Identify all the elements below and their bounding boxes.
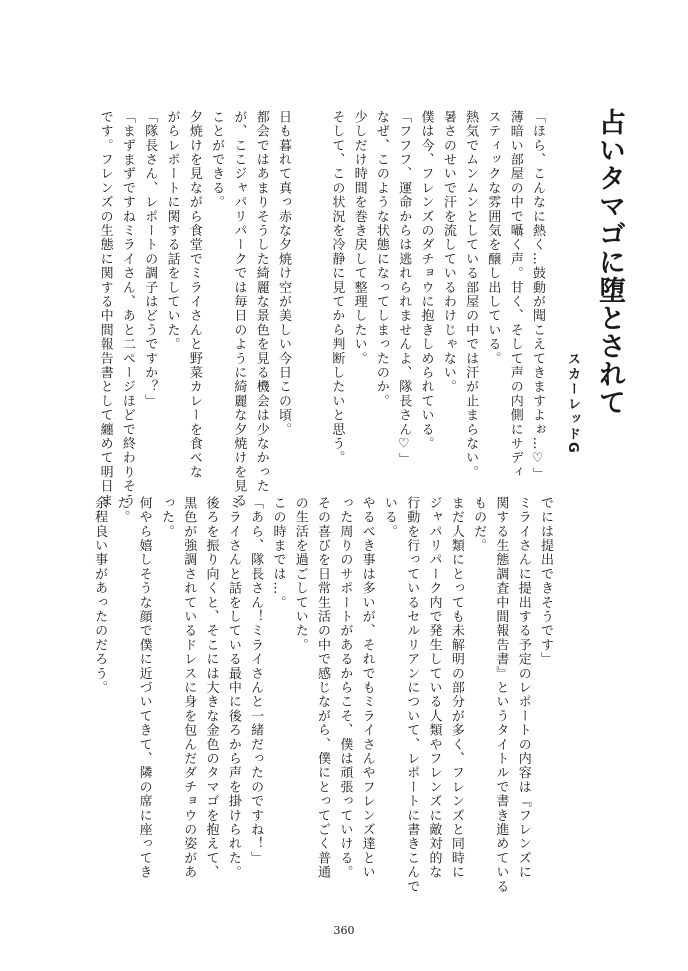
text-line: ジャパリパーク内で発生している人類やフレンズに敵対的な xyxy=(426,496,442,880)
text-line: スティックな雰囲気を醸し出している。 xyxy=(485,110,501,366)
text-line: 日も暮れて真っ赤な夕焼け空が美しい今日この頃。 xyxy=(276,110,291,437)
text-line: 僕は今、フレンズのダチョウに抱きしめられている。 xyxy=(418,110,434,451)
text-line: 少しだけ時間を巻き戻して整理したい。 xyxy=(351,110,367,366)
text-line: ミライさんと話をしている最中に後ろから声を掛けられた。 xyxy=(225,496,241,880)
text-line: った。 xyxy=(158,496,174,539)
text-line: が、ここジャパリパークでは毎日のように綺麗な夕焼けを見る xyxy=(231,110,247,508)
text-line: の生活を過ごしていた。 xyxy=(292,496,308,653)
page-number: 360 xyxy=(333,924,355,937)
text-line: 「ほら、こんなに熱く…鼓動が聞こえてきますよぉ…♡」 xyxy=(530,110,545,482)
text-line: 何やら嬉しそうな顔で僕に近づいてきて、隣の席に座ってき xyxy=(136,496,152,880)
text-line: 都会ではあまりそうした綺麗な景色を見る機会は少なかった xyxy=(253,110,269,494)
text-line: た。 xyxy=(114,496,130,525)
text-line: 黒色が強調されているドレスに身を包んだダチョウの姿があ xyxy=(181,496,197,880)
text-line: 関する生態調査中間報告書』というタイトルで書き進めている xyxy=(493,496,509,894)
text-line: です。フレンズの生態に関する中間報告書として纏めて明日ま xyxy=(97,110,113,508)
text-line: この時までは…。 xyxy=(270,496,286,610)
text-line: った周りのサポートがあるからこそ、僕は頑張っていける。 xyxy=(337,496,353,880)
text-line: 「フフフ、運命からは逃れられませんよ、隊長さん♡」 xyxy=(396,110,412,467)
text-line: 行動を行っているセルリアンについて、レポートに書きこんで xyxy=(404,496,420,894)
text-line: 薄暗い部屋の中で囁く声。甘く、そして声の内側にサディ xyxy=(507,110,523,480)
text-line: そして、この状況を冷静に見てから判断したいと思う。 xyxy=(329,110,345,465)
text-line: ミライさんに提出する予定のレポートの内容は『フレンズに xyxy=(515,496,531,880)
text-block-upper-right xyxy=(304,110,548,490)
text-line: 「まずまずですねミライさん、あと二ページほどで終わりそう xyxy=(119,110,135,508)
text-line: 暑さのせいで汗を流しているわけじゃない。 xyxy=(440,110,456,394)
text-line: いる。 xyxy=(381,496,397,539)
text-line: なぜ、このような状態になってしまったのか。 xyxy=(373,110,389,409)
text-line: 「あら、隊長さん！ミライさんと一緒だったのですね！」 xyxy=(248,496,264,866)
text-line: 後ろを振り向くと、そこには大きな金色のタマゴを抱えて、 xyxy=(203,496,219,880)
text-line: まだ人類にとっても未解明の部分が多く、フレンズと同時に xyxy=(448,496,464,880)
text-line: ものだ。 xyxy=(471,496,487,553)
text-line: がらレポートに関する話をしていた。 xyxy=(164,110,180,352)
text-line: その喜びを日常生活の中で感じながら、僕にとってごく普通 xyxy=(315,496,331,880)
text-line: 熱気でムンムンとしている部屋の中では汗が止まらない。 xyxy=(463,110,479,480)
author-name: スカーレッドG xyxy=(565,352,580,455)
text-block-lower xyxy=(70,496,556,894)
text-line: 「隊長さん、レポートの調子はどうですか？」 xyxy=(142,110,158,409)
text-line: ことができる。 xyxy=(209,110,225,210)
text-line: やるべき事は多いが、それでもミライさんやフレンズ達とい xyxy=(359,496,375,880)
text-line: でには提出できそうです」 xyxy=(538,496,553,667)
text-block-upper-left xyxy=(70,110,294,508)
story-title: 占いタマゴに堕とされて xyxy=(594,108,625,416)
text-line: 余程良い事があったのだろう。 xyxy=(92,496,108,695)
text-line: 夕焼けを見ながら食堂でミライさんと野菜カレーを食べな xyxy=(186,110,202,480)
